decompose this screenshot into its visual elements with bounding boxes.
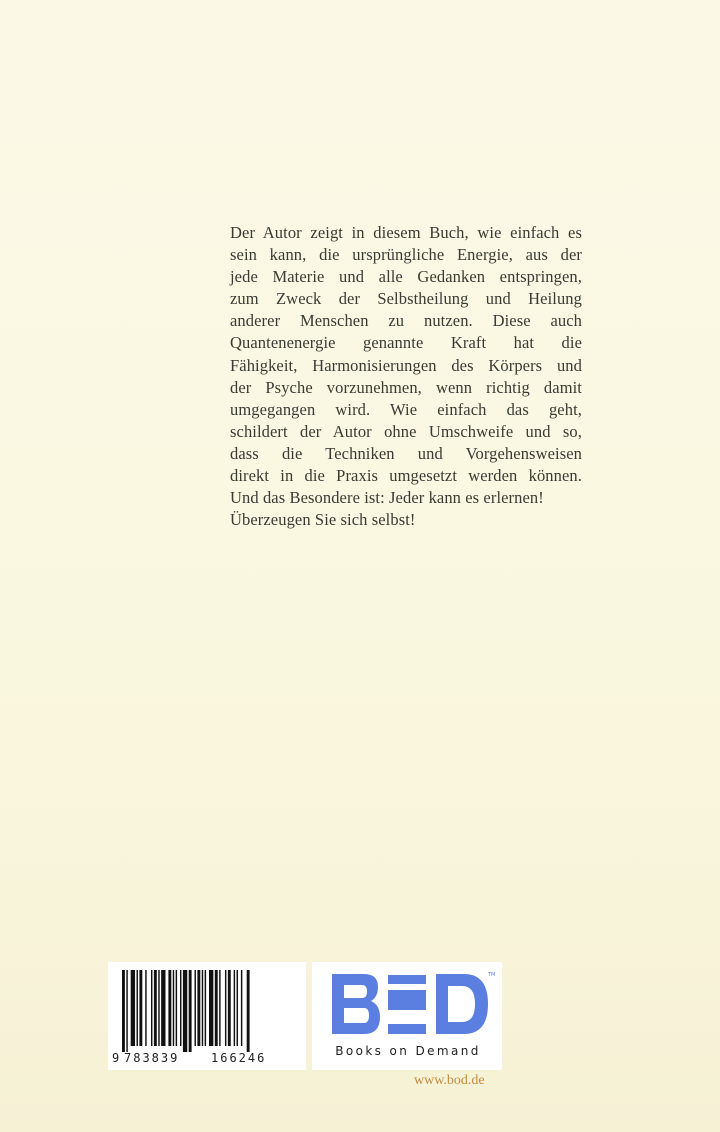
blurb-line: dass die Techniken und Vorgehensweisen xyxy=(230,443,582,463)
blurb-line: anderer Menschen zu nutzen. Diese auch xyxy=(230,311,582,331)
barcode-bar xyxy=(131,970,135,1046)
blurb-line: jede Materie und alle Gedanken entspringen, xyxy=(230,267,582,287)
barcode-bar xyxy=(195,970,196,1046)
barcode-bar xyxy=(151,970,152,1046)
barcode-bar xyxy=(189,970,192,1052)
barcode-bar xyxy=(237,970,238,1046)
barcode-first-digit: 9 xyxy=(112,1051,120,1065)
barcode-bar xyxy=(173,970,174,1046)
barcode-bar xyxy=(176,970,177,1046)
barcode-bar xyxy=(139,970,142,1046)
blurb-line: zum Zweck der Selbstheilung und Heilung xyxy=(230,289,582,309)
blurb-line: schildert der Autor ohne Umschweife und so, xyxy=(230,421,582,441)
bod-logo xyxy=(322,970,494,1040)
barcode-bar xyxy=(197,970,200,1046)
barcode-bar xyxy=(241,970,242,1046)
barcode-bar xyxy=(168,970,171,1046)
trademark-mark: TM xyxy=(488,972,496,978)
barcode-bar xyxy=(228,970,231,1046)
barcode-bar xyxy=(126,970,127,1052)
barcode-left-group: 783839 xyxy=(124,1051,180,1065)
blurb-line: Der Autor zeigt in diesem Buch, wie einfach es xyxy=(230,223,582,242)
publisher-url[interactable]: www.bod.de xyxy=(414,1073,485,1088)
barcode-graphic xyxy=(108,962,306,1070)
barcode-bar xyxy=(247,970,250,1052)
barcode-bar xyxy=(122,970,125,1052)
barcode-bar xyxy=(202,970,203,1046)
blurb-line: Und das Besondere ist: Jeder kann es erlernen! xyxy=(230,488,544,508)
publisher-logo-box xyxy=(312,962,502,1070)
blurb-line: direkt in die Praxis umgesetzt werden können. xyxy=(230,466,582,486)
barcode-bar xyxy=(180,970,181,1046)
blurb-line: umgegangen wird. Wie einfach das geht, xyxy=(230,399,582,419)
barcode-bar xyxy=(225,970,226,1046)
blurb-line: Überzeugen Sie sich selbst! xyxy=(230,510,416,530)
barcode-bar xyxy=(219,970,220,1046)
barcode-bar xyxy=(137,970,138,1046)
publisher-tagline: Books on Demand xyxy=(335,1044,481,1058)
barcode-bar xyxy=(234,970,235,1046)
barcode-bar xyxy=(158,970,159,1046)
barcode-bar xyxy=(154,970,157,1046)
barcode-bar xyxy=(205,970,206,1046)
isbn-barcode xyxy=(108,962,306,1070)
blurb-text xyxy=(230,222,582,531)
barcode-bar xyxy=(215,970,218,1046)
barcode-bar xyxy=(209,970,213,1046)
blurb-line: sein kann, die ursprüngliche Energie, aus der xyxy=(230,245,582,265)
blurb-line: Fähigkeit, Harmonisierungen des Körpers und xyxy=(230,355,582,375)
barcode-bar xyxy=(145,970,146,1046)
blurb-line: der Psyche vorzunehmen, wenn richtig damit xyxy=(230,377,582,397)
barcode-right-group: 166246 xyxy=(211,1051,267,1065)
barcode-bar xyxy=(161,970,165,1046)
blurb-line: Quantenenergie genannte Kraft hat die xyxy=(230,333,582,353)
barcode-bar xyxy=(183,970,187,1052)
